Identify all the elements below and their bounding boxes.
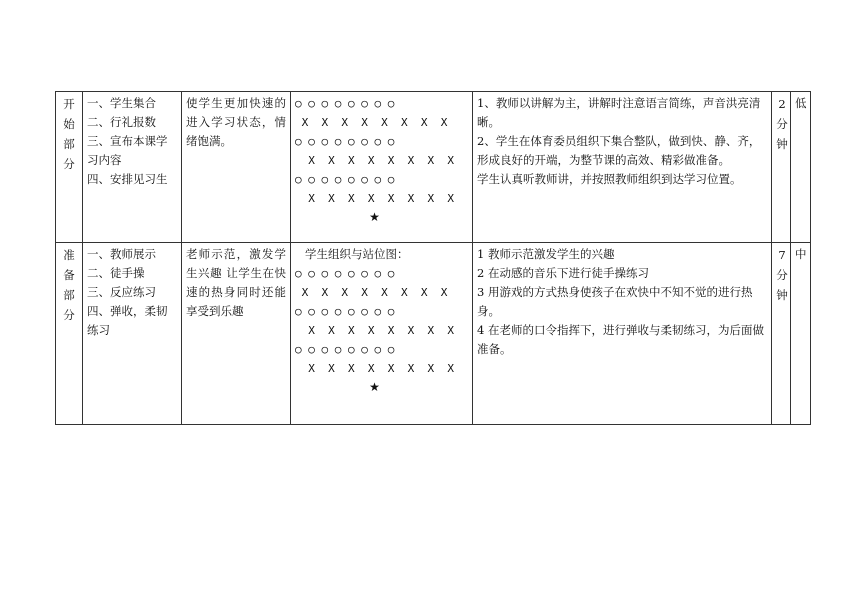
intensity-value: 中 [795,247,807,261]
formation-cell [291,92,473,243]
content-item: 三、宣布本课学习内容 [87,134,168,167]
content-item: 一、教师展示 [87,247,156,261]
formation-row: ○ ○ ○ ○ ○ ○ ○ ○ [295,135,395,148]
formation-row: X X X X X X X X [295,362,454,375]
content-cell [83,92,182,243]
section-name: 开始部分 [63,97,75,171]
time-cell [772,243,791,425]
content-cell [83,243,182,425]
intensity-cell [791,92,811,243]
formation-row: X X X X X X X X [295,286,448,299]
intensity-value: 低 [795,96,807,110]
content-item: 三、反应练习 [87,285,156,299]
method-item: 2、学生在体育委员组织下集合整队，做到快、静、齐，形成良好的开端，为整节课的高效、精彩做准备。 [477,134,761,167]
method-cell [473,92,772,243]
content-item: 四、弹收，柔韧练习 [87,304,168,337]
section-name-cell [56,243,83,425]
goal-text: 老师示范，激发学生兴趣 让学生在快速的热身同时还能享受到乐趣 [186,247,286,318]
formation-row: ○ ○ ○ ○ ○ ○ ○ ○ [295,173,395,186]
formation-row: X X X X X X X X [295,192,454,205]
method-cell [473,243,772,425]
formation-row: ○ ○ ○ ○ ○ ○ ○ ○ [295,97,395,110]
teacher-star-icon: ★ [369,210,380,224]
formation-row: X X X X X X X X [295,116,448,129]
goal-text: 使学生更加快速的进入学习状态，情绪饱满。 [186,96,286,148]
section-name: 准备部分 [63,248,75,322]
formation-cell [291,243,473,425]
teacher-star-icon: ★ [369,380,380,394]
goal-cell [182,92,291,243]
content-item: 二、行礼报数 [87,115,156,129]
lesson-plan-table [55,91,811,425]
content-item: 四、安排见习生 [87,172,168,186]
section-name-cell [56,92,83,243]
formation-row: X X X X X X X X [295,154,454,167]
formation-caption: 学生组织与站位图： [305,247,409,261]
table-row [56,92,811,243]
time-value: 7分钟 [776,248,788,302]
time-value: 2分钟 [776,97,788,151]
method-item: 学生认真听教师讲，并按照教师组织到达学习位置。 [477,172,742,186]
formation-row: ○ ○ ○ ○ ○ ○ ○ ○ [295,343,395,356]
method-item: 1 教师示范激发学生的兴趣 [477,247,615,261]
method-item: 2 在动感的音乐下进行徒手操练习 [477,266,649,280]
method-item: 3 用游戏的方式热身使孩子在欢快中不知不觉的进行热身。 [477,285,753,318]
content-item: 二、徒手操 [87,266,145,280]
method-item: 4 在老师的口令指挥下，进行弹收与柔韧练习，为后面做准备。 [477,323,764,356]
goal-cell [182,243,291,425]
table-row [56,243,811,425]
formation-row: ○ ○ ○ ○ ○ ○ ○ ○ [295,305,395,318]
time-cell [772,92,791,243]
content-item: 一、学生集合 [87,96,156,110]
method-item: 1、教师以讲解为主，讲解时注意语言简练，声音洪亮清晰。 [477,96,761,129]
formation-row: X X X X X X X X [295,324,454,337]
formation-row: ○ ○ ○ ○ ○ ○ ○ ○ [295,267,395,280]
intensity-cell [791,243,811,425]
